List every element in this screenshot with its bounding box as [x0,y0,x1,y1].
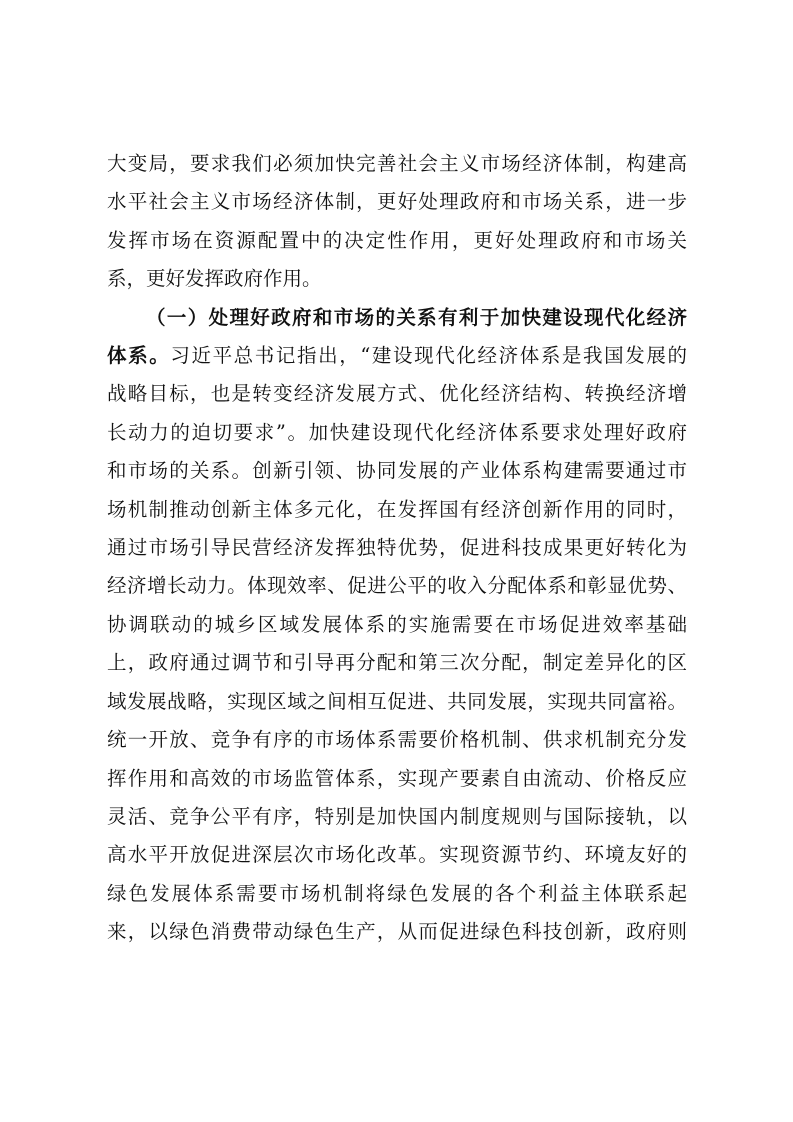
text-line: 大变局，要求我们必须加快完善社会主义市场经济体制，构建高 [107,152,687,175]
text-line-rest: 习近平总书记指出，“建设现代化经济体系是我国发展的 [170,344,687,368]
text-line: 域发展战略，实现区域之间相互促进、共同发展，实现共同富裕。 [107,689,687,713]
text-line: 发挥市场在资源配置中的决定性作用，更好处理政府和市场关 [107,228,687,252]
text-line: 和市场的关系。创新引领、协同发展的产业体系构建需要通过市 [107,459,687,483]
text-line: 经济增长动力。体现效率、促进公平的收入分配体系和彰显优势、 [107,574,687,598]
text-line: 灵活、竞争公平有序，特别是加快国内制度规则与国际接轨，以 [107,804,687,828]
text-line: 水平社会主义市场经济体制，更好处理政府和市场关系，进一步 [107,190,687,214]
section-heading-tail: 体系。 [107,344,171,368]
paragraph-1 [107,145,687,299]
section-heading: （一）处理好政府和市场的关系有利于加快建设现代化经济 [146,305,687,329]
text-line: 场机制推动创新主体多元化，在发挥国有经济创新作用的同时， [107,497,687,521]
text-line [107,337,687,375]
text-line: 战略目标，也是转变经济发展方式、优化经济结构、转换经济增 [107,382,687,406]
text-line: 绿色发展体系需要市场机制将绿色发展的各个利益主体联系起 [107,881,687,905]
text-line: 来，以绿色消费带动绿色生产，从而促进绿色科技创新，政府则 [107,920,687,944]
text-line: 通过市场引导民营经济发挥独特优势，促进科技成果更好转化为 [107,536,687,560]
text-line: 上，政府通过调节和引导再分配和第三次分配，制定差异化的区 [107,651,687,675]
text-line: 挥作用和高效的市场监管体系，实现产要素自由流动、价格反应 [107,766,687,790]
text-line: 协调联动的城乡区域发展体系的实施需要在市场促进效率基础 [107,612,687,636]
text-line: 高水平开放促进深层次市场化改革。实现资源节约、环境友好的 [107,843,687,867]
paragraph-2 [107,299,687,952]
text-line: 系，更好发挥政府作用。 [107,267,322,291]
document-body [107,145,687,952]
text-line: 长动力的迫切要求”。加快建设现代化经济体系要求处理好政府 [107,420,687,444]
text-line: 统一开放、竞争有序的市场体系需要价格机制、供求机制充分发 [107,728,687,752]
